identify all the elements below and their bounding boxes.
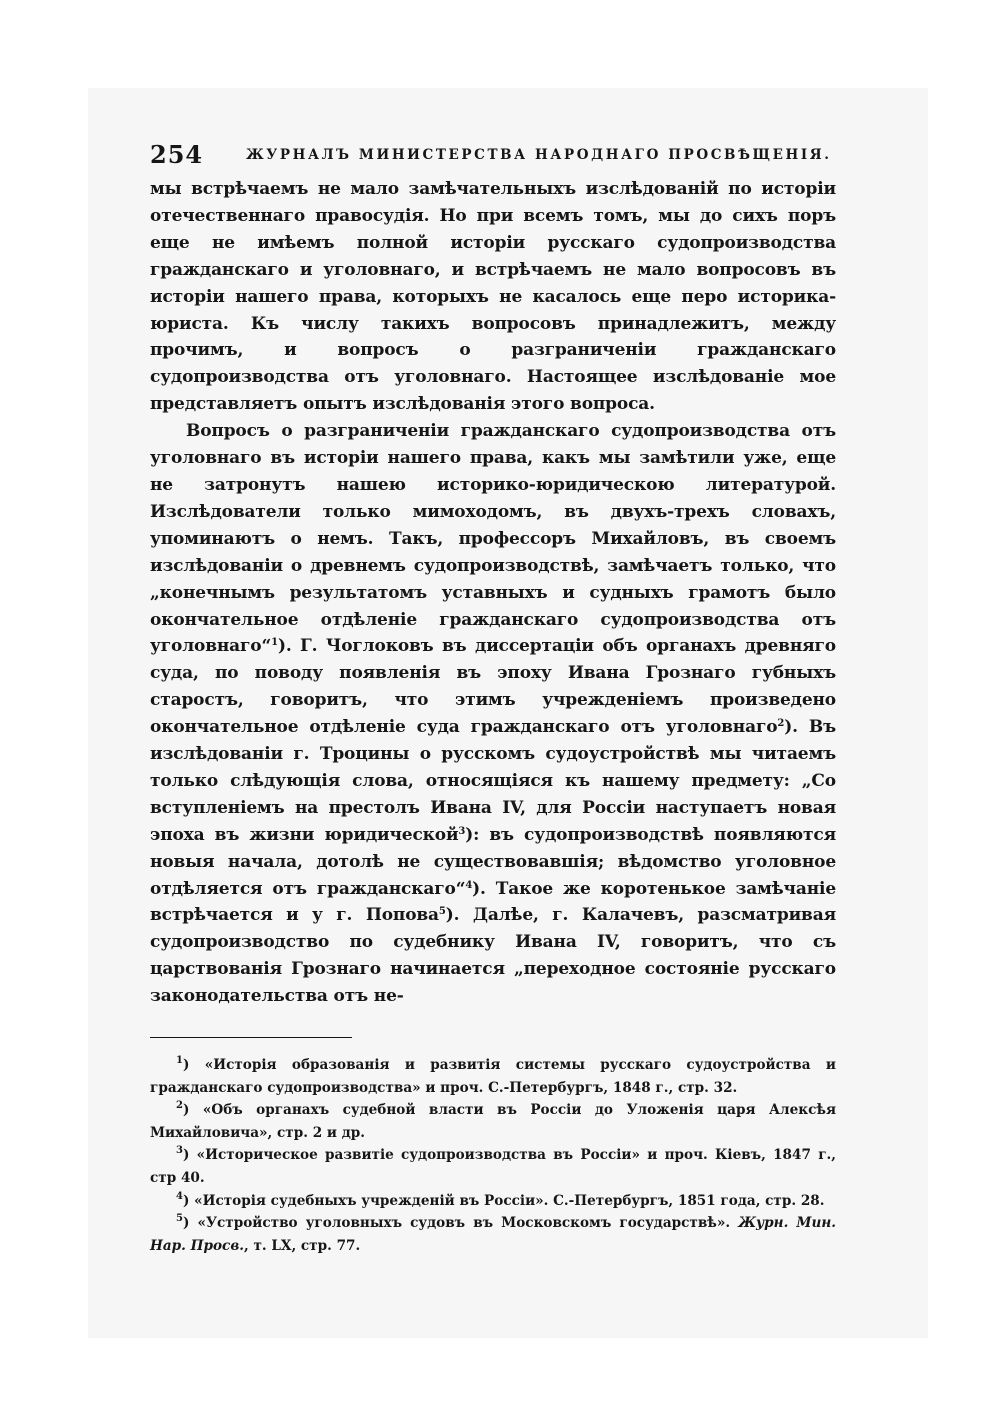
page-number: 254: [150, 140, 204, 169]
footnote-text-end: , т. LX, стр. 77.: [243, 1237, 361, 1254]
footnote-text: ) «Объ органахъ судебной власти въ Россіи до Уложенія царя Алексѣя Михайловича», стр. 2 и др.: [150, 1102, 836, 1141]
footnote-marker: 2: [176, 1100, 183, 1112]
running-head: [150, 140, 836, 176]
paragraph-text: ). Въ изслѣдованіи г. Троцины о русскомъ судоустройствѣ мы читаемъ только слѣдующія слова, относящіяся къ нашему предмету: „Со вступленіемъ на престолъ Ивана IV, для Россіи наступаетъ новая эпоха въ жизни юридической: [150, 717, 836, 845]
footnote-ref-2: 2: [777, 718, 785, 730]
paragraph-text: Вопросъ о разграниченіи гражданскаго судопроизводства отъ уголовнаго въ исторіи нашего права, какъ мы замѣтили уже, еще не затронутъ нашею историко-юридическою литературой. Изслѣдователи только мимоходомъ, въ двухъ-трехъ словахъ, упоминаютъ о немъ. Такъ, профессоръ Михайловъ, въ своемъ изслѣдованіи о древнемъ судопроизводствѣ, замѣчаетъ только, что „конечнымъ результатомъ уставныхъ и судныхъ грамотъ было окончательное отдѣленіе гражданскаго судопроизводства отъ уголовнаго“: [150, 421, 836, 657]
paragraph-continuation: мы встрѣчаемъ не мало замѣчательныхъ изслѣдованій по исторіи отечественнаго правосудія. Но при всемъ томъ, мы до сихъ поръ еще не имѣемъ полной исторіи русскаго судопроизводства гражданскаго и уголовнаго, и встрѣчаемъ не мало вопросовъ въ исторіи нашего права, которыхъ не касалось еще перо историка-юриста. Къ числу такихъ вопросовъ принадлежитъ, между прочимъ, и вопросъ о разграниченіи гражданскаго судопроизводства отъ уголовнаго. Настоящее изслѣдованіе мое представляетъ опытъ изслѣдованія этого вопроса.: [150, 179, 836, 415]
main-text: [150, 176, 836, 1010]
footnote-divider: [150, 1037, 352, 1038]
footnote-marker: 1: [176, 1055, 183, 1067]
footnote-ref-4: 4: [465, 879, 473, 891]
paragraph-text: ): въ судопроизводствѣ появляются новыя начала, дотолѣ не существовавшія; вѣдомство уголовное отдѣляется отъ гражданскаго“: [150, 824, 836, 899]
footnote-1: [150, 1054, 836, 1099]
footnote-marker: 4: [176, 1190, 183, 1202]
footnote-ref-1: 1: [271, 637, 278, 649]
footnote-marker: 5: [176, 1213, 183, 1225]
paragraph-text: ). Г. Чоглоковъ въ диссертаціи объ органахъ древняго суда, по поводу появленія въ эпоху Ивана Грознаго губныхъ старостъ, говоритъ, что этимъ учрежденіемъ произведено окончательное отдѣленіе суда гражданскаго отъ уголовнаго: [150, 636, 836, 738]
footnote-marker: 3: [176, 1145, 183, 1157]
footnote-text: ) «Историческое развитіе судопроизводства въ Россіи» и проч. Кіевъ, 1847 г., стр 40.: [150, 1147, 836, 1187]
footnote-ref-3: 3: [458, 825, 466, 837]
footnote-text: ) «Устройство уголовныхъ судовъ въ Московскомъ государствѣ».: [182, 1215, 731, 1232]
footnote-4: [150, 1190, 836, 1213]
footnote-ref-5: 5: [438, 906, 446, 918]
footnotes: [150, 1054, 836, 1257]
footnote-text: ) «Исторія образованія и развитія системы русскаго судоустройства и гражданскаго судопроизводства» и проч. С.-Петербургъ, 1848 г., стр. 32.: [150, 1057, 836, 1096]
journal-abbreviation: Журн. Мин. Нар. Просв.: [150, 1215, 836, 1254]
journal-title: ЖУРНАЛЪ МИНИСТЕРСТВА НАРОДНАГО ПРОСВѢЩЕНІЯ.: [246, 147, 832, 163]
book-page: [150, 140, 836, 1257]
paragraph-text: ). Такое же коротенькое замѣчаніе встрѣчается и у г. Попова: [150, 878, 836, 926]
footnote-2: [150, 1099, 836, 1144]
paragraph-question: [150, 418, 836, 1010]
paragraph-text: ). Далѣе, г. Калачевъ, разсматривая судопроизводство по судебнику Ивана IV, говоритъ, что съ царствованія Грознаго начинается „переходное состояніе русскаго законодательства отъ не-: [150, 905, 836, 1007]
footnote-3: [150, 1144, 836, 1189]
footnote-text: ) «Исторія судебныхъ учрежденій въ Россіи». С.-Петербургъ, 1851 года, стр. 28.: [182, 1192, 825, 1209]
footnote-5: [150, 1212, 836, 1257]
